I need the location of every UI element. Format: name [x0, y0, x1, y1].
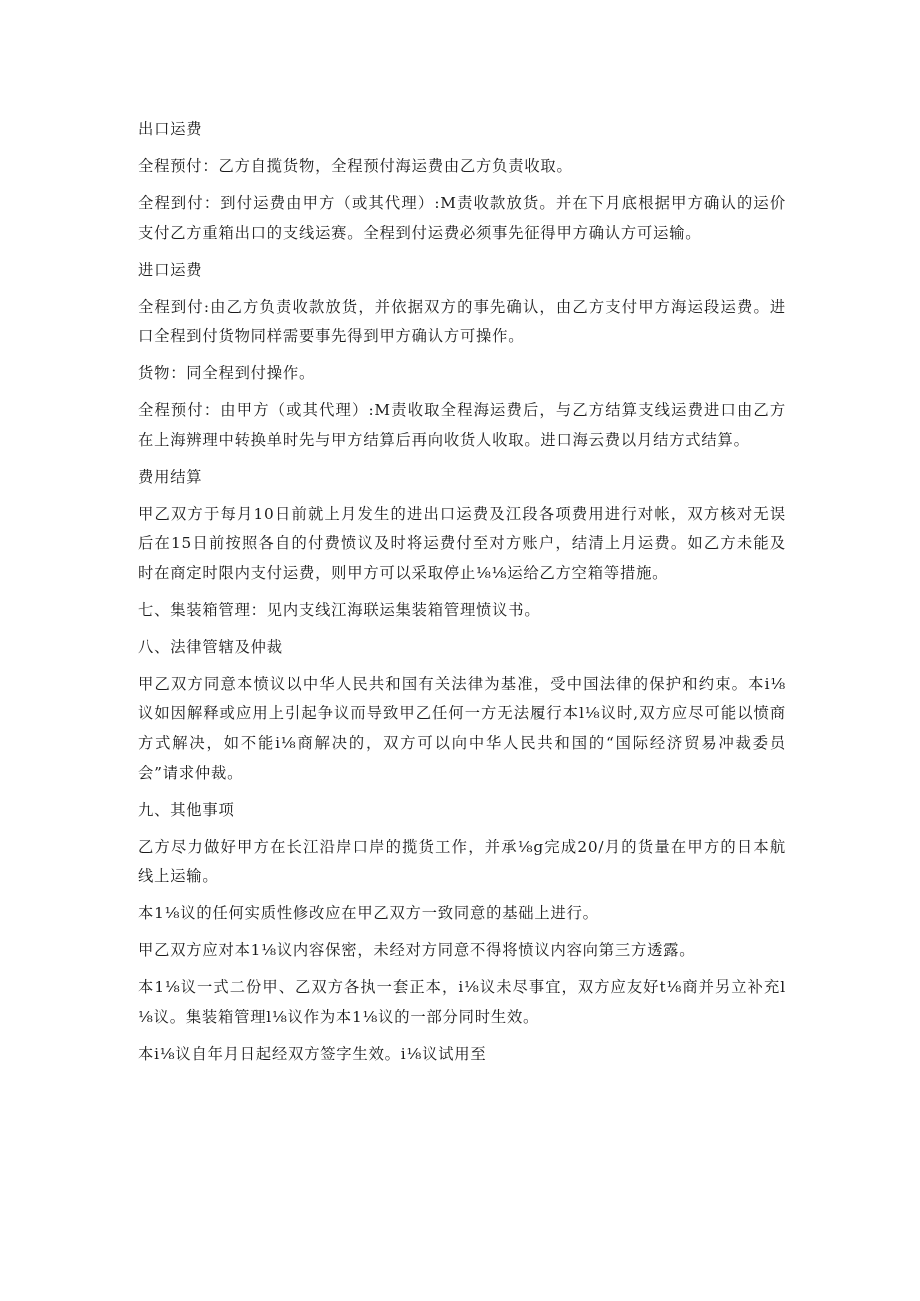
paragraph-copies: 本1⅛议一式二份甲、乙双方各执一套正本，i⅛议未尽事宜，双方应友好t⅛商并另立补充l⅛议。集装箱管理l⅛议作为本1⅛议的一部分同时生效。 — [138, 978, 786, 1026]
section-heading-container-management: 七、集装箱管理：见内支线江海联运集装箱管理愤议书。 — [138, 600, 541, 619]
paragraph-export-prepaid: 全程预付：乙方自揽货物，全程预付海运费由乙方负责收取。 — [138, 156, 573, 175]
paragraph-amendment: 本1⅛议的任何实质性修改应在甲乙双方一致同意的基础上进行。 — [138, 904, 599, 923]
paragraph-effective-date: 本i⅛议自年月日起经双方签字生效。i⅛议试用至 — [138, 1044, 487, 1063]
document-body — [138, 115, 786, 1077]
paragraph-confidentiality: 甲乙双方应对本1⅛议内容保密，未经对方同意不得将愤议内容向第三方透露。 — [138, 941, 696, 960]
section-heading-export-freight: 出口运费 — [138, 120, 203, 138]
paragraph-goods: 货物：同全程到付操作。 — [138, 364, 316, 383]
paragraph-law-arbitration: 甲乙双方同意本愤议以中华人民共和国有关法律为基准，受中国法律的保护和约束。本i⅛议如因解释或应用上引起争议而导致甲乙任何一方无法履行本l⅛议时,双方应尽可能以愤商方式解决，如不能i⅛商解决的，双方可以向中华人民共和国的“国际经济贸易冲裁委员会”请求仲裁。 — [138, 674, 786, 782]
section-heading-settlement: 费用结算 — [138, 467, 203, 486]
paragraph-settlement: 甲乙双方于每月10日前就上月发生的进出口运费及江段各项费用进行对帐，双方核对无误后在15日前按照各自的付费愤议及时将运费付至对方账户，结清上月运费。如乙方未能及时在商定时限内支付运费，则甲方可以采取停止⅛⅛运给乙方空箱等措施。 — [138, 504, 786, 582]
section-heading-law-arbitration: 八、法律管辖及仲裁 — [138, 637, 283, 656]
section-heading-other-matters: 九、其他事项 — [138, 800, 235, 819]
section-heading-import-freight: 进口运费 — [138, 260, 203, 279]
paragraph-import-prepaid: 全程预付：由甲方（或其代理）:M责收取全程海运费后，与乙方结算支线运费进口由乙方在上海辨理中转换单时先与甲方结算后再向收货人收取。进口海云费以月结方式结算。 — [138, 401, 786, 449]
paragraph-export-collect: 全程到付：到付运费由甲方（或其代理）:M责收款放货。并在下月底根据甲方确认的运价支付乙方重箱出口的支线运赛。全程到付运费必须事先征得甲方确认方可运输。 — [138, 193, 786, 242]
paragraph-cargo-commitment: 乙方尽力做好甲方在长江沿岸口岸的揽货工作，并承⅛g完成20/月的货量在甲方的日本航线上运输。 — [138, 837, 786, 886]
paragraph-import-collect: 全程到付:由乙方负责收款放货，并依据双方的事先确认，由乙方支付甲方海运段运费。进口全程到付货物同样需要事先得到甲方确认方可操作。 — [138, 297, 786, 346]
